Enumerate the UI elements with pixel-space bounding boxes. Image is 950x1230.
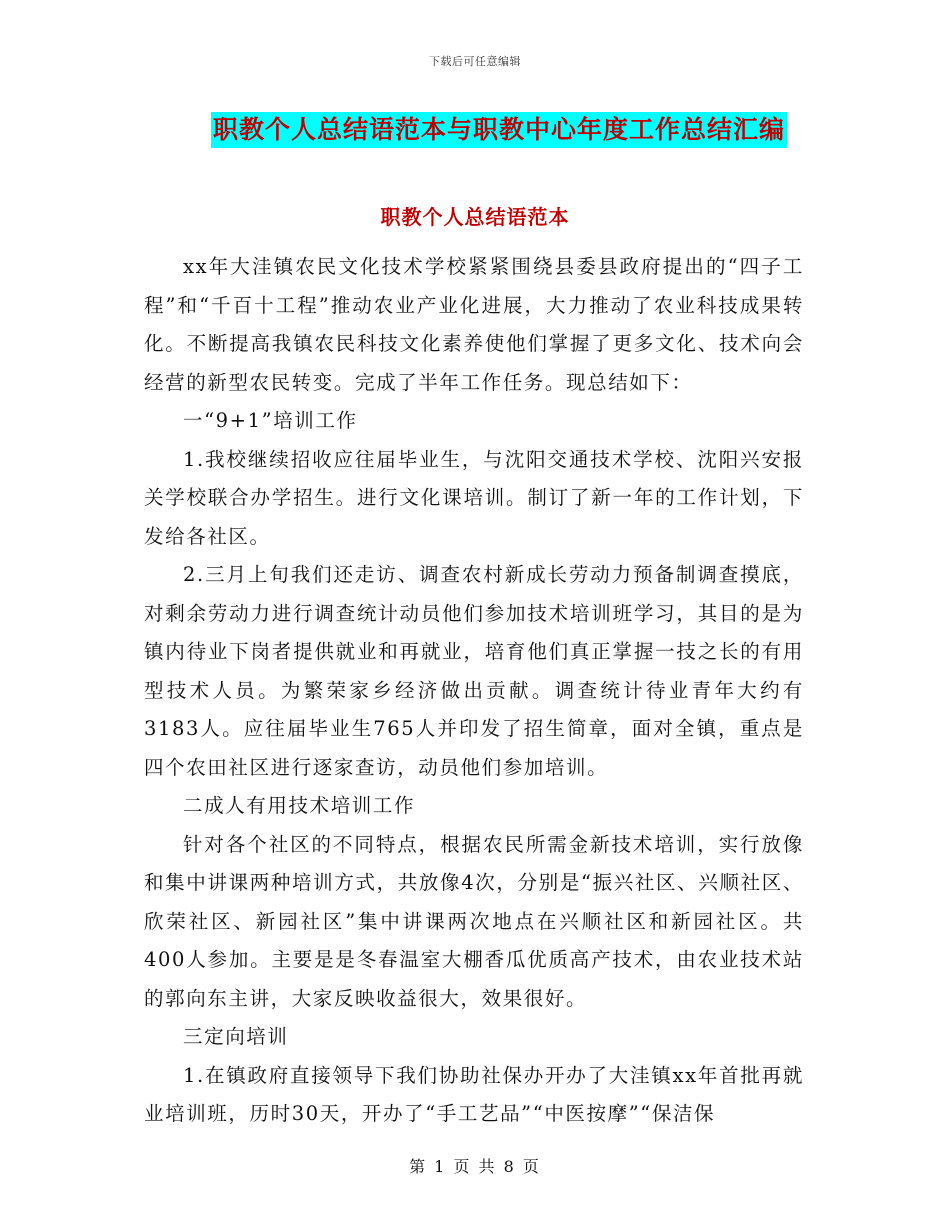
document-body bbox=[144, 248, 804, 1134]
paragraph-item: 1.在镇政府直接领导下我们协助社保办开办了大洼镇xx年首批再就业培训班，历时30天，开办了“手工艺品”“中医按摩”“保洁保 bbox=[144, 1063, 804, 1125]
header-note: 下载后可任意编辑 bbox=[429, 55, 521, 68]
main-title: 职教个人总结语范本与职教中心年度工作总结汇编 bbox=[211, 112, 787, 148]
section-heading-one: 一“9+1”培训工作 bbox=[183, 409, 358, 432]
paragraph-item: 2.三月上旬我们还走访、调查农村新成长劳动力预备制调查摸底，对剩余劳动力进行调查统计动员他们参加技术培训班学习，其目的是为镇内待业下岗者提供就业和再就业，培育他们真正掌握一技之长的有用型技术人员。为繁荣家乡经济做出贡献。调查统计待业青年大约有3183人。应往届毕业生765人并印发了招生简章，面对全镇，重点是四个农田社区进行逐家查访，动员他们参加培训。 bbox=[144, 563, 804, 779]
paragraph-item: 1.我校继续招收应往届毕业生，与沈阳交通技术学校、沈阳兴安报关学校联合办学招生。进行文化课培训。制订了新一年的工作计划，下发给各社区。 bbox=[144, 447, 804, 548]
paragraph-intro: xx年大洼镇农民文化技术学校紧紧围绕县委县政府提出的“四子工程”和“千百十工程”推动农业产业化进展，大力推动了农业科技成果转化。不断提高我镇农民科技文化素养使他们掌握了更多文化、技术向会经营的新型农民转变。完成了半年工作任务。现总结如下： bbox=[144, 255, 804, 394]
main-title-container bbox=[0, 112, 950, 148]
paragraph-item: 针对各个社区的不同特点，根据农民所需金新技术培训，实行放像和集中讲课两种培训方式，共放像4次，分别是“振兴社区、兴顺社区、欣荣社区、新园社区”集中讲课两次地点在兴顺社区和新园社区。共400人参加。主要是是冬春温室大棚香瓜优质高产技术，由农业技术站的郭向东主讲，大家反映收益很大，效果很好。 bbox=[144, 832, 804, 1010]
page-number: 第 1 页 共 8 页 bbox=[409, 1157, 541, 1176]
sub-title: 职教个人总结语范本 bbox=[380, 205, 570, 229]
section-heading-two: 二成人有用技术培训工作 bbox=[183, 794, 416, 817]
section-heading-three: 三定向培训 bbox=[183, 1025, 289, 1048]
